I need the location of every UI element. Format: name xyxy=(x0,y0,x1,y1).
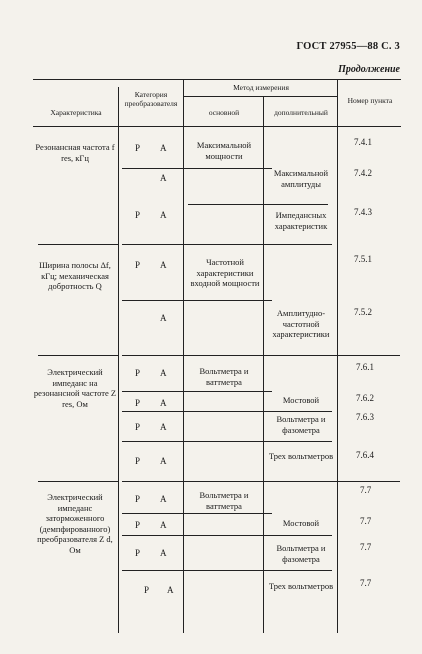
page-header: ГОСТ 27955—88 С. 3 xyxy=(296,41,400,52)
continuation-label: Продолжение xyxy=(338,64,400,75)
group-label-resonant-frequency: Резонансная частота f res, кГц xyxy=(35,142,115,163)
point-number: 7.4.1 xyxy=(354,137,372,147)
category-p: Р xyxy=(135,422,141,432)
method-extra: Максимальной амплитуды xyxy=(273,168,329,189)
group-label-impedance-damped: Электрический импеданс заторможенного (демпфированного) преобразователя Z d, Ом xyxy=(37,492,113,555)
method-main: Частотной характеристики входной мощности xyxy=(190,257,260,288)
category-a: А xyxy=(160,313,167,323)
category-a: А xyxy=(160,548,167,558)
point-number: 7.7 xyxy=(360,578,372,588)
col-header-characteristic: Характеристика xyxy=(50,108,102,117)
category-a: А xyxy=(160,260,167,270)
category-a: А xyxy=(160,368,167,378)
category-a: А xyxy=(160,398,167,408)
point-number: 7.4.3 xyxy=(354,207,372,217)
col-header-method: Метод измерения xyxy=(233,83,289,92)
method-extra: Вольтметра и фазометра xyxy=(276,543,326,564)
method-extra: Трех вольтметров xyxy=(268,581,334,591)
col-header-method-main: основной xyxy=(208,108,240,117)
point-number: 7.7 xyxy=(360,542,372,552)
method-extra: Мостовой xyxy=(282,395,320,405)
col-header-category: Категория преобразователя xyxy=(124,90,178,108)
point-number: 7.6.1 xyxy=(356,362,374,372)
category-p: Р xyxy=(135,456,141,466)
group-label-impedance-resonant: Электрический импеданс на резонансной частоте Z res, Ом xyxy=(33,367,117,409)
method-extra: Трех вольтметров xyxy=(268,451,334,461)
category-p: Р xyxy=(135,368,141,378)
category-a: А xyxy=(160,173,167,183)
group-label-bandwidth: Ширина полосы Δf, кГц; механическая добротность Q xyxy=(39,260,111,291)
method-main: Вольтметра и ваттметра xyxy=(199,366,249,387)
category-a: А xyxy=(160,210,167,220)
category-a: А xyxy=(160,520,167,530)
method-main: Максимальной мощности xyxy=(196,140,252,161)
category-p: Р xyxy=(135,494,141,504)
method-extra: Амплитудно-частотной характеристики xyxy=(272,308,330,339)
point-number: 7.7 xyxy=(360,516,372,526)
category-p: Р xyxy=(135,398,141,408)
method-main: Вольтметра и ваттметра xyxy=(199,490,249,511)
category-a: А xyxy=(160,143,167,153)
col-header-point-number: Номер пункта xyxy=(347,96,393,105)
category-p: Р xyxy=(144,585,150,595)
category-p: Р xyxy=(135,520,141,530)
category-a: А xyxy=(160,456,167,466)
method-extra: Импедансных характеристик xyxy=(274,210,328,231)
point-number: 7.7 xyxy=(360,485,372,495)
method-extra: Вольтметра и фазометра xyxy=(276,414,326,435)
point-number: 7.6.4 xyxy=(356,450,374,460)
col-header-method-extra: дополнительный xyxy=(274,108,328,117)
point-number: 7.5.2 xyxy=(354,307,372,317)
category-p: Р xyxy=(135,210,141,220)
point-number: 7.6.3 xyxy=(356,412,374,422)
category-p: Р xyxy=(135,548,141,558)
point-number: 7.6.2 xyxy=(356,393,374,403)
category-p: Р xyxy=(135,260,141,270)
category-p: Р xyxy=(135,143,141,153)
category-a: А xyxy=(160,422,167,432)
method-extra: Мостовой xyxy=(282,518,320,528)
category-a: А xyxy=(167,585,174,595)
category-a: А xyxy=(160,494,167,504)
point-number: 7.4.2 xyxy=(354,168,372,178)
point-number: 7.5.1 xyxy=(354,254,372,264)
